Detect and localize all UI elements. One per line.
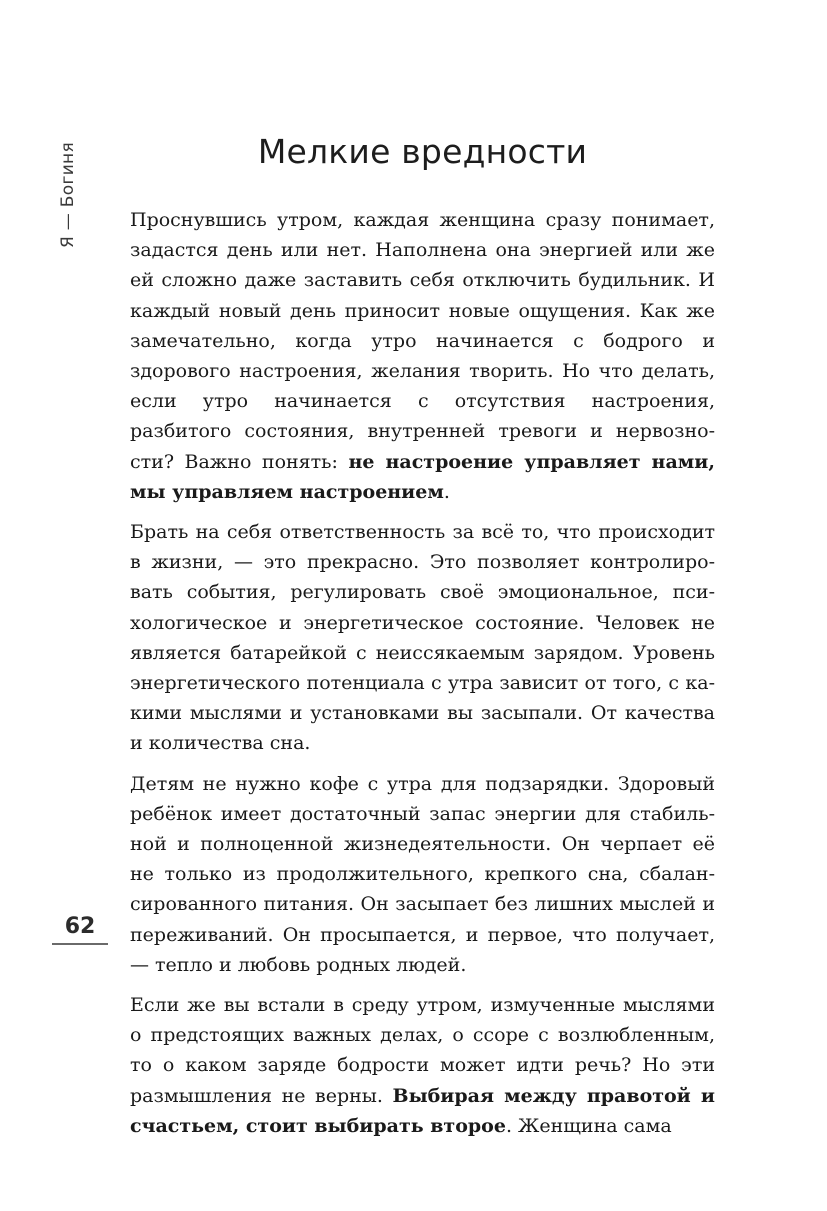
paragraph-1-text: Проснувшись утром, каждая женщина сразу понимает, задастся день или нет. Наполнена она энергией или же ей сложно даже заставить себя отключить будильник. И каждый новый день приносит новые ощущения. Как же замечательно, когда утро начинается с бодрого и здорового настроения, желания творить. Но что делать, если утро начинается с отсутствия настроения, разбитого состояния, внутренней тревоги и нервозности? Важно понять: [130, 209, 715, 473]
running-head-text: Я — Богиня [58, 141, 79, 249]
paragraph-3 [130, 769, 715, 980]
paragraph-1-tail: . [443, 480, 450, 503]
page-number: 62 [52, 914, 108, 945]
paragraph-1 [130, 205, 715, 507]
paragraph-4-emphasis: Выбирая между правотой и счастьем, стоит выбирать второе [130, 1084, 715, 1137]
paragraph-4-tail: . Женщина сама [505, 1114, 672, 1137]
paragraph-2 [130, 517, 715, 759]
paragraph-2-text: Брать на себя ответственность за всё то, что происходит в жизни, — это прекрасно. Это позволяет контролировать события, регулировать своё эмоциональное, психологическое и энергетическое состояние. Человек не является батарейкой с неиссякаемым зарядом. Уровень энергетического потенциала с утра зависит от того, с какими мыслями и установками вы засыпали. От качества и количества сна. [130, 521, 715, 755]
paragraph-4-text: Если же вы встали в среду утром, измученные мыслями о предстоящих важных делах, о ссоре с возлюбленным, то о каком заряде бодрости может идти речь? Но эти размышления не верны. [130, 994, 715, 1107]
paragraph-1-emphasis: не настроение управляет нами, мы управляем настроением [130, 450, 715, 503]
paragraph-4 [130, 990, 715, 1141]
body-text [130, 205, 715, 1151]
paragraph-3-text: Детям не нужно кофе с утра для подзарядки. Здоровый ребёнок имеет достаточный запас энергии для стабильной и полноценной жизнедеятельности. Он черпает её не только из продолжительного, крепкого сна, сбалансированного питания. Он засыпает без лишних мыслей и переживаний. Он просыпается, и первое, что получает, — тепло и любовь родных людей. [130, 772, 715, 976]
running-head [48, 130, 88, 260]
chapter-title: Мелкие вредности [257, 132, 588, 171]
